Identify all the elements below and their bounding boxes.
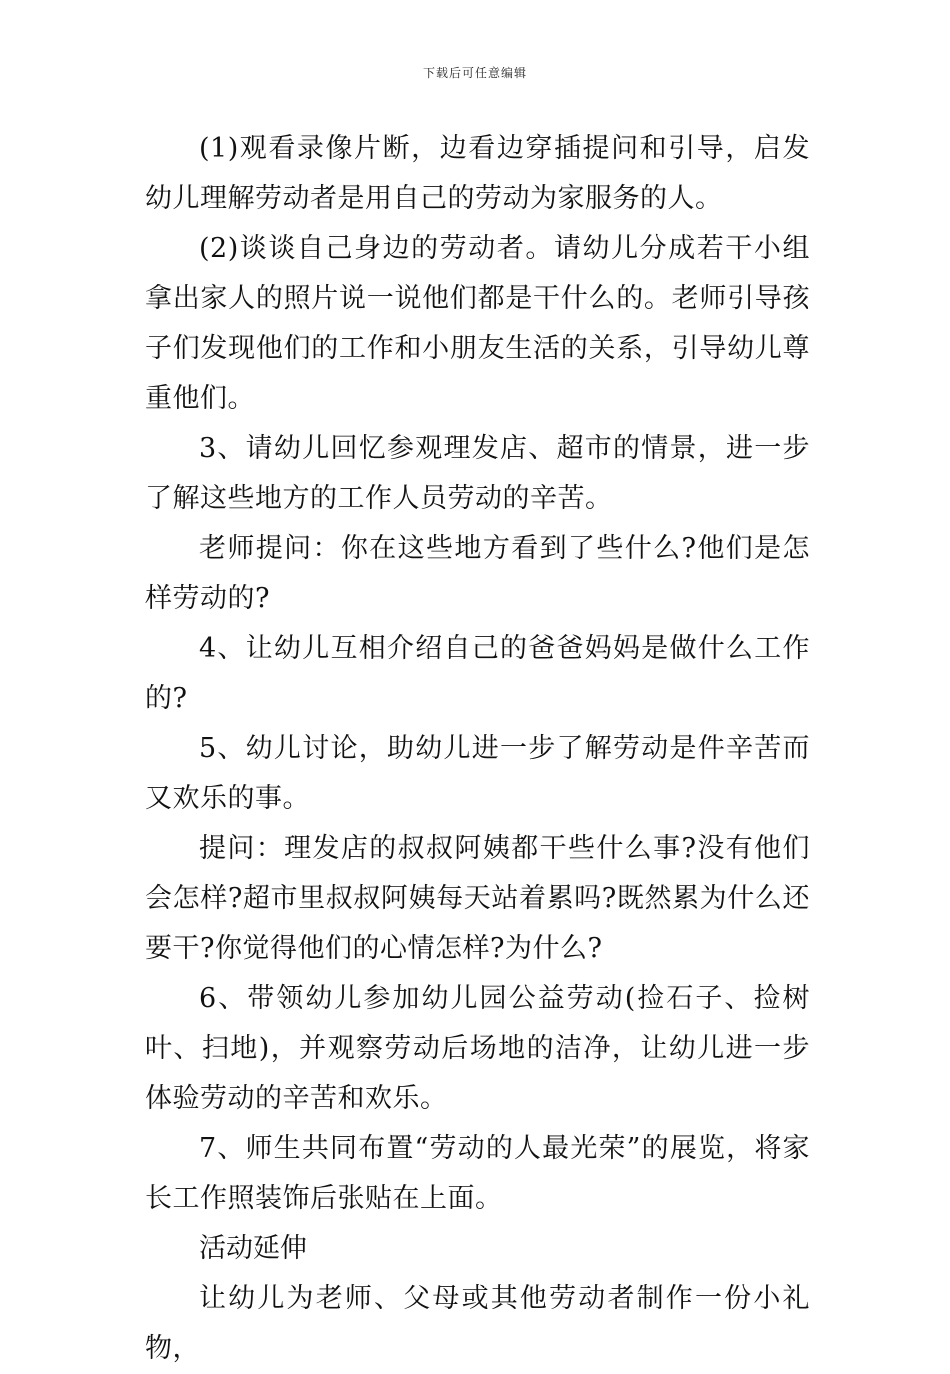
page-header: 下载后可任意编辑 bbox=[422, 66, 527, 80]
final-paragraph: 让幼儿为老师、父母或其他劳动者制作一份小礼物， bbox=[145, 1283, 810, 1364]
paragraph-1: (1)观看录像片断，边看边穿插提问和引导，启发幼儿理解劳动者是用自己的劳动为家服务的人。 bbox=[145, 133, 810, 214]
paragraph-4: 老师提问：你在这些地方看到了些什么?他们是怎样劳动的? bbox=[145, 533, 810, 614]
paragraph-8: 6、带领幼儿参加幼儿园公益劳动(捡石子、捡树叶、扫地)，并观察劳动后场地的洁净，让幼儿进一步体验劳动的辛苦和欢乐。 bbox=[145, 983, 810, 1114]
paragraph-6: 5、幼儿讨论，助幼儿进一步了解劳动是件辛苦而又欢乐的事。 bbox=[145, 733, 810, 814]
section-heading: 活动延伸 bbox=[199, 1233, 307, 1264]
paragraph-2: (2)谈谈自己身边的劳动者。请幼儿分成若干小组拿出家人的照片说一说他们都是干什么的。老师引导孩子们发现他们的工作和小朋友生活的关系，引导幼儿尊重他们。 bbox=[145, 233, 810, 414]
paragraph-7: 提问：理发店的叔叔阿姨都干些什么事?没有他们会怎样?超市里叔叔阿姨每天站着累吗?既然累为什么还要干?你觉得他们的心情怎样?为什么? bbox=[145, 833, 810, 964]
paragraph-9: 7、师生共同布置“劳动的人最光荣”的展览，将家长工作照装饰后张贴在上面。 bbox=[145, 1133, 810, 1214]
document-body bbox=[145, 124, 810, 1374]
paragraph-5: 4、让幼儿互相介绍自己的爸爸妈妈是做什么工作的? bbox=[145, 633, 810, 714]
paragraph-3: 3、请幼儿回忆参观理发店、超市的情景，进一步了解这些地方的工作人员劳动的辛苦。 bbox=[145, 433, 810, 514]
